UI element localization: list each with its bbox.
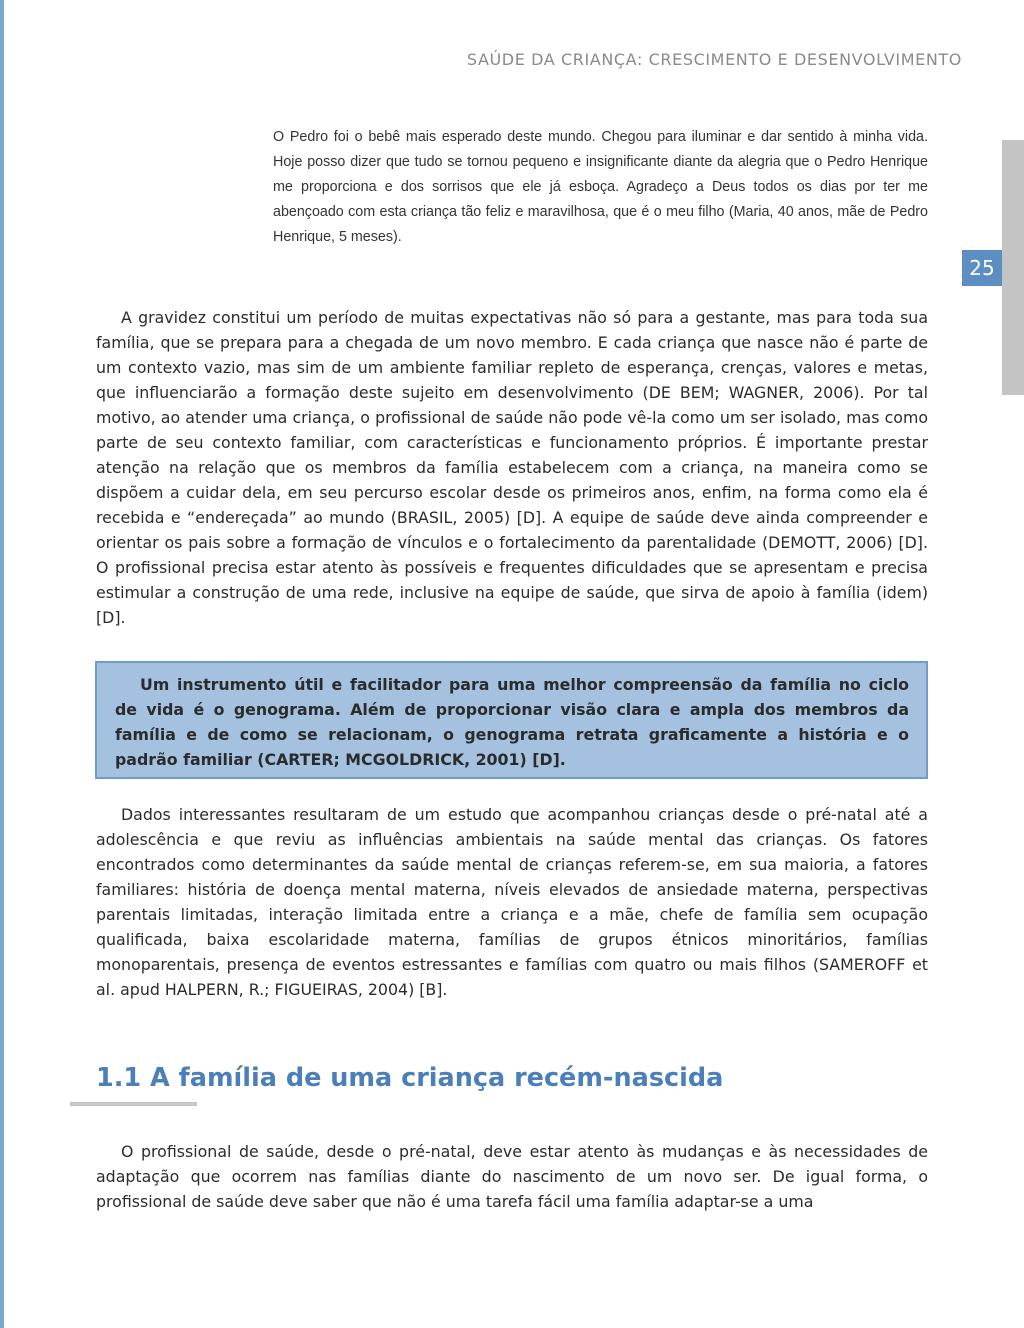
side-thumb-tab	[1002, 140, 1024, 395]
highlight-box	[95, 661, 928, 779]
running-header: SAÚDE DA CRIANÇA: CRESCIMENTO E DESENVOLVIMENTO	[466, 50, 962, 69]
body-paragraph-2: Dados interessantes resultaram de um estudo que acompanhou crianças desde o pré-natal até a adolescência e que reviu as influências ambientais na saúde mental das crianças. Os fatores encontrados como determinantes da saúde mental de crianças referem-se, em sua maioria, a fatores familiares: história de doença mental materna, níveis elevados de ansiedade materna, perspectivas parentais limitadas, interação limitada entre a criança e a mãe, chefe de família sem ocupação qualificada, baixa escolaridade materna, famílias de grupos étnicos minoritários, famílias monoparentais, presença de eventos estressantes e famílias com quatro ou mais filhos (SAMEROFF et al. apud HALPERN, R.; FIGUEIRAS, 2004) [B].	[96, 805, 928, 999]
left-margin-rule	[0, 0, 4, 1328]
body-paragraph-3: O profissional de saúde, desde o pré-natal, deve estar atento às mudanças e às necessidades de adaptação que ocorrem nas famílias diante do nascimento de um novo ser. De igual forma, o profissional de saúde deve saber que não é uma tarefa fácil uma família adaptar-se a uma	[96, 1142, 928, 1211]
highlight-box-text: Um instrumento útil e facilitador para uma melhor compreensão da família no ciclo de vida é o genograma. Além de proporcionar visão clara e ampla dos membros da família e de como se relacionam, o genograma retrata graficamente a história e o padrão familiar (CARTER; MCGOLDRICK, 2001) [D].	[115, 675, 909, 769]
body-paragraph-1: A gravidez constitui um período de muitas expectativas não só para a gestante, mas para toda sua família, que se prepara para a chegada de um novo membro. E cada criança que nasce não é parte de um contexto vazio, mas sim de um ambiente familiar repleto de esperança, crenças, valores e metas, que influenciarão a formação deste sujeito em desenvolvimento (DE BEM; WAGNER, 2006). Por tal motivo, ao atender uma criança, o profissional de saúde não pode vê-la como um ser isolado, mas como parte de seu contexto familiar, com características e funcionamento próprios. É importante prestar atenção na relação que os membros da família estabelecem com a criança, na maneira como se dispõem a cuidar dela, em seu percurso escolar desde os primeiros anos, enfim, na forma como ela é recebida e “endereçada” ao mundo (BRASIL, 2005) [D]. A equipe de saúde deve ainda compreender e orientar os pais sobre a formação de vínculos e o fortalecimento da parentalidade (DEMOTT, 2006) [D]. O profissional precisa estar atento às possíveis e frequentes dificuldades que se apresentam e precisa estimular a construção de uma rede, inclusive na equipe de saúde, que sirva de apoio à família (idem) [D].	[96, 308, 928, 627]
section-heading: 1.1 A família de uma criança recém-nascida	[96, 1063, 724, 1093]
section-heading-underline	[70, 1102, 197, 1106]
page-number-badge: 25	[962, 250, 1002, 286]
epigraph-quote: O Pedro foi o bebê mais esperado deste mundo. Chegou para iluminar e dar sentido à minha vida. Hoje posso dizer que tudo se tornou pequeno e insignificante diante da alegria que o Pedro Henrique me proporciona e dos sorrisos que ele já esboça. Agradeço a Deus todos os dias por ter me abençoado com esta criança tão feliz e maravilhosa, que é o meu filho (Maria, 40 anos, mãe de Pedro Henrique, 5 meses).	[273, 129, 928, 245]
